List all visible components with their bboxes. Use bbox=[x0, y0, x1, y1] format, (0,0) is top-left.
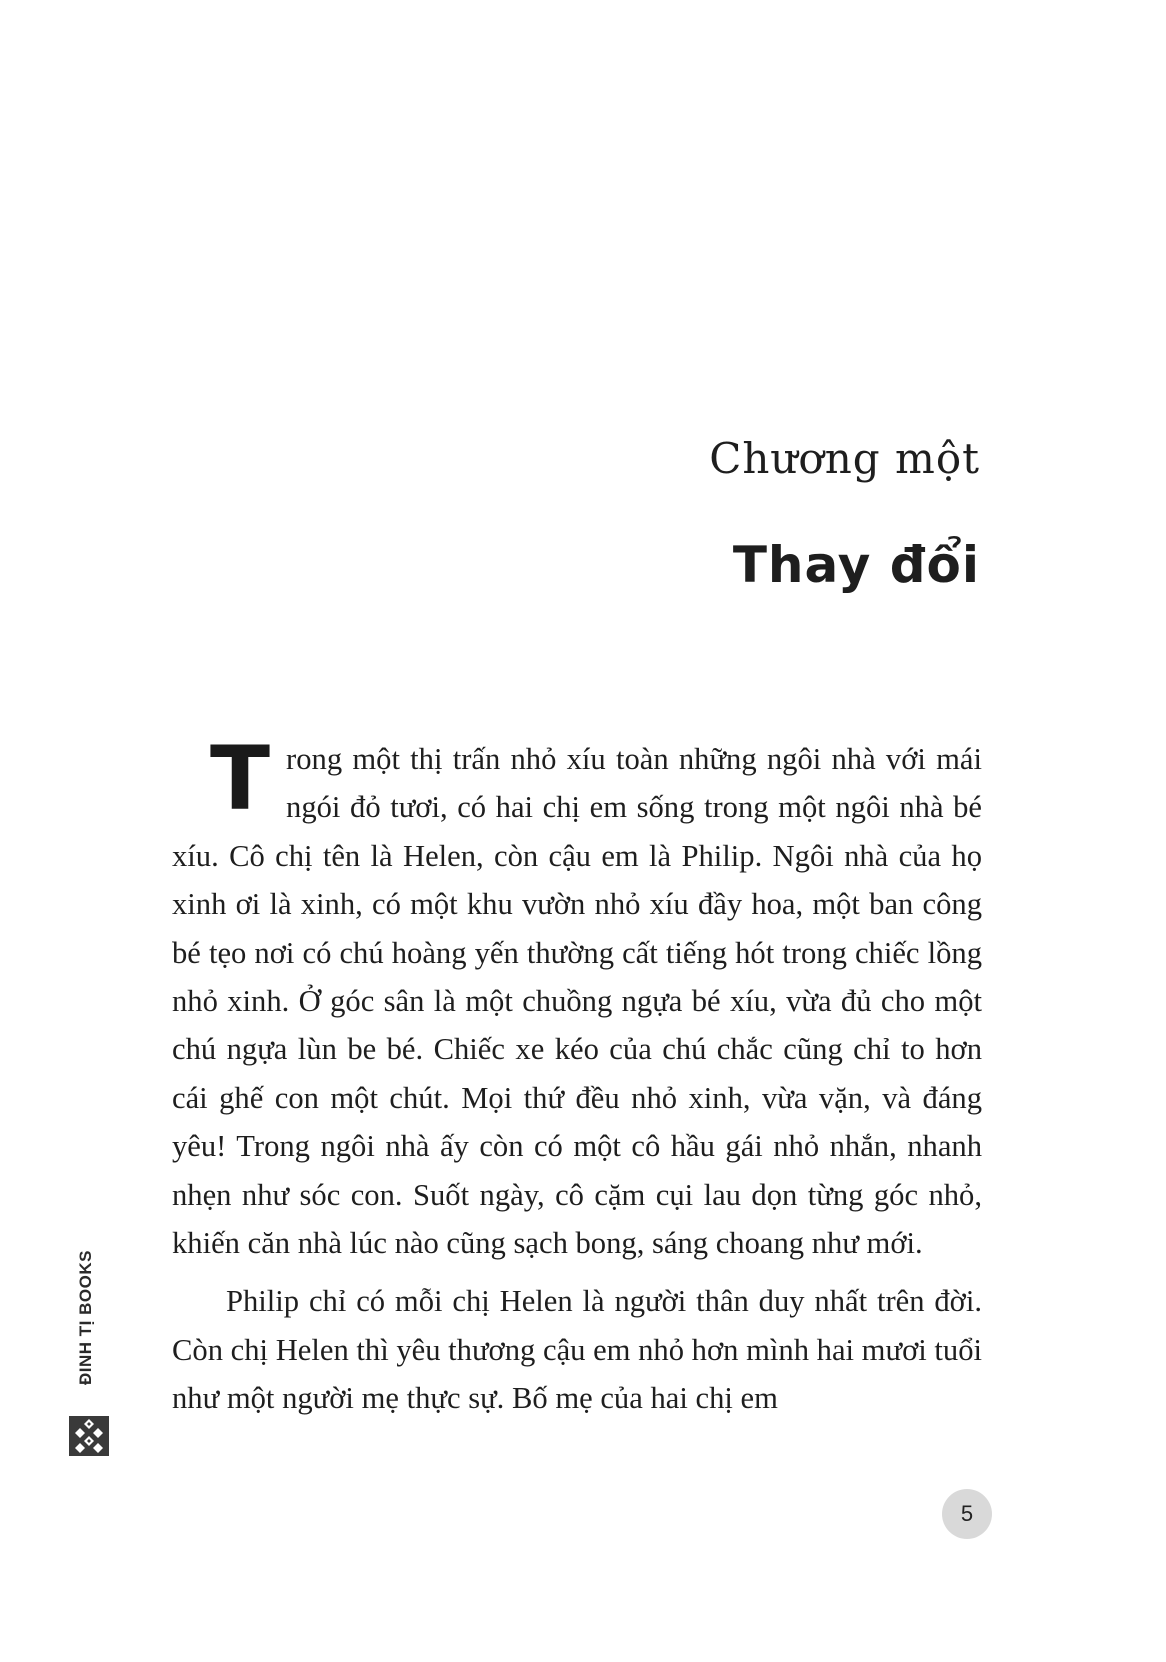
chapter-number: Chương một bbox=[709, 434, 980, 483]
paragraph-1-text: rong một thị trấn nhỏ xíu toàn những ngôi nhà với mái ngói đỏ tươi, có hai chị em sống trong một ngôi nhà bé xíu. Cô chị tên là Helen, còn cậu em là Philip. Ngôi nhà của họ xinh ơi là xinh, có một khu vườn nhỏ xíu đầy hoa, một ban công bé tẹo nơi có chú hoàng yến thường cất tiếng hót trong chiếc lồng nhỏ xinh. Ở góc sân là một chuồng ngựa bé xíu, vừa đủ cho một chú ngựa lùn be bé. Chiếc xe kéo của chú chắc cũng chỉ to hơn cái ghế con một chút. Mọi thứ đều nhỏ xinh, vừa vặn, và đáng yêu! Trong ngôi nhà ấy còn có một cô hầu gái nhỏ nhắn, nhanh nhẹn như sóc con. Suốt ngày, cô cặm cụi lau dọn từng góc nhỏ, khiến căn nhà lúc nào cũng sạch bong, sáng choang như mới. bbox=[172, 742, 982, 1261]
chapter-title: Thay đổi bbox=[732, 536, 980, 594]
paragraph-2: Philip chỉ có mỗi chị Helen là người thân duy nhất trên đời. Còn chị Helen thì yêu thương cậu em nhỏ hơn mình hai mươi tuổi như một người mẹ thực sự. Bố mẹ của hai chị em bbox=[172, 1284, 982, 1416]
publisher-name: ĐINH TỊ BOOKS bbox=[76, 1250, 95, 1385]
publisher-logo-icon bbox=[69, 1416, 109, 1456]
paragraph-1 bbox=[172, 727, 982, 1267]
page-number: 5 bbox=[942, 1489, 992, 1539]
chapter-body bbox=[172, 727, 982, 1423]
drop-cap: T bbox=[210, 727, 271, 830]
